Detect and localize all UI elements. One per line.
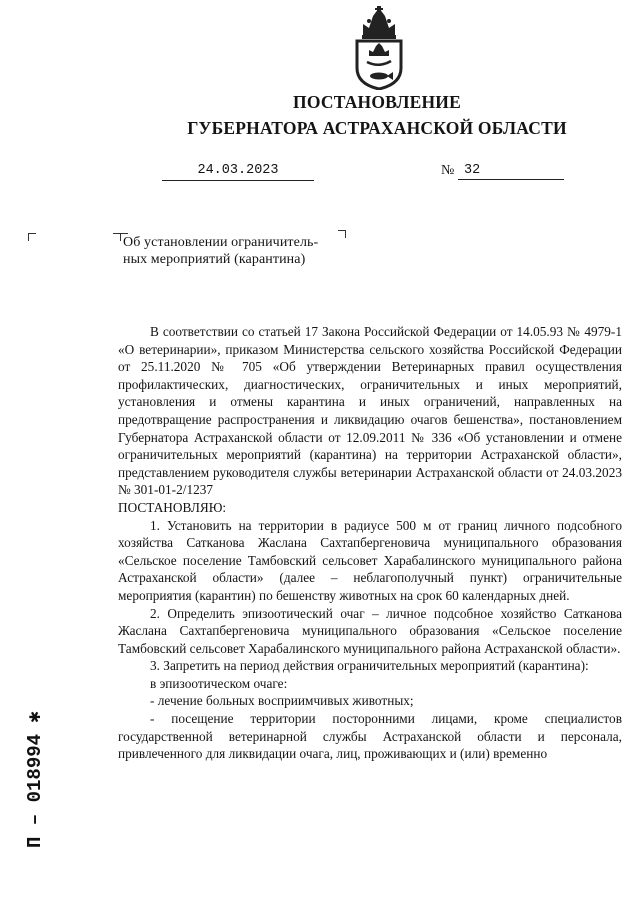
serial-number-stamp: [18, 690, 48, 850]
item-2-paragraph: 2. Определить эпизоотический очаг – личное подсобное хозяйство Сатканова Жаслана Сахтапбергеновича муниципального образования «Сельское поселение Тамбовский сельсовет Харабалинского муниципального района Астраханской области».: [118, 605, 622, 656]
document-subject: [123, 234, 353, 268]
serial-number-text: П – 018994 ✱: [24, 711, 46, 848]
document-type-title: ПОСТАНОВЛЕНИЕ: [293, 92, 461, 112]
item-3-dash-1: - лечение больных восприимчивых животных;: [150, 693, 414, 709]
document-number: 32: [458, 161, 564, 180]
document-body: [118, 323, 622, 763]
preamble-paragraph: В соответствии со статьей 17 Закона Российской Федерации от 14.05.93 № 4979-1 «О ветеринарии», приказом Министерства сельского хозяйства Российской Федерации от 25.11.2020 № 705 «Об утверждении Ветеринарных правил осуществления профилактических, диагностических, ограничительных и иных мероприятий, установления и отмены карантина и иных ограничений, направленных на предотвращение распространения и ликвидацию очагов бешенства», постановлением Губернатора Астраханской области от 12.09.2011 № 336 «Об установлении и отмене ограничительных мероприятий (карантина) на территории Астраханской области», представлением руководителя службы ветеринарии Астраханской области от 24.03.2023 № 301-01-2/1237: [118, 324, 622, 498]
item-3-paragraph: 3. Запретить на период действия ограничительных мероприятий (карантина):: [150, 658, 589, 674]
number-sign: №: [441, 163, 455, 178]
subject-line: Об установлении ограничитель-: [123, 235, 319, 250]
subject-line: ных мероприятий (карантина): [123, 252, 306, 267]
item-1-paragraph: 1. Установить на территории в радиусе 500 м от границ личного подсобного хозяйства Сатканова Жаслана Сахтапбергеновича муниципального образования «Сельское поселение Тамбовский сельсовет Харабалинского муниципального района Астраханской области» (далее – неблагополучный пункт) ограничительные мероприятия (карантин) по бешенству животных на срок 60 календарных дней.: [118, 517, 622, 603]
item-3-dash-2: - посещение территории посторонними лицами, кроме специалистов государственной ветеринарной службы Астраханской области и персонала, привлеченного для ликвидации очага, лиц, проживающих и (или) временно: [118, 711, 622, 762]
issuer-title: ГУБЕРНАТОРА АСТРАХАНСКОЙ ОБЛАСТИ: [187, 118, 567, 138]
document-date: 24.03.2023: [162, 161, 314, 181]
item-3-location: в эпизоотическом очаге:: [150, 675, 288, 691]
resolve-heading: ПОСТАНОВЛЯЮ:: [118, 499, 227, 515]
coat-of-arms-icon: [353, 6, 405, 90]
corner-mark-icon: [28, 233, 36, 241]
